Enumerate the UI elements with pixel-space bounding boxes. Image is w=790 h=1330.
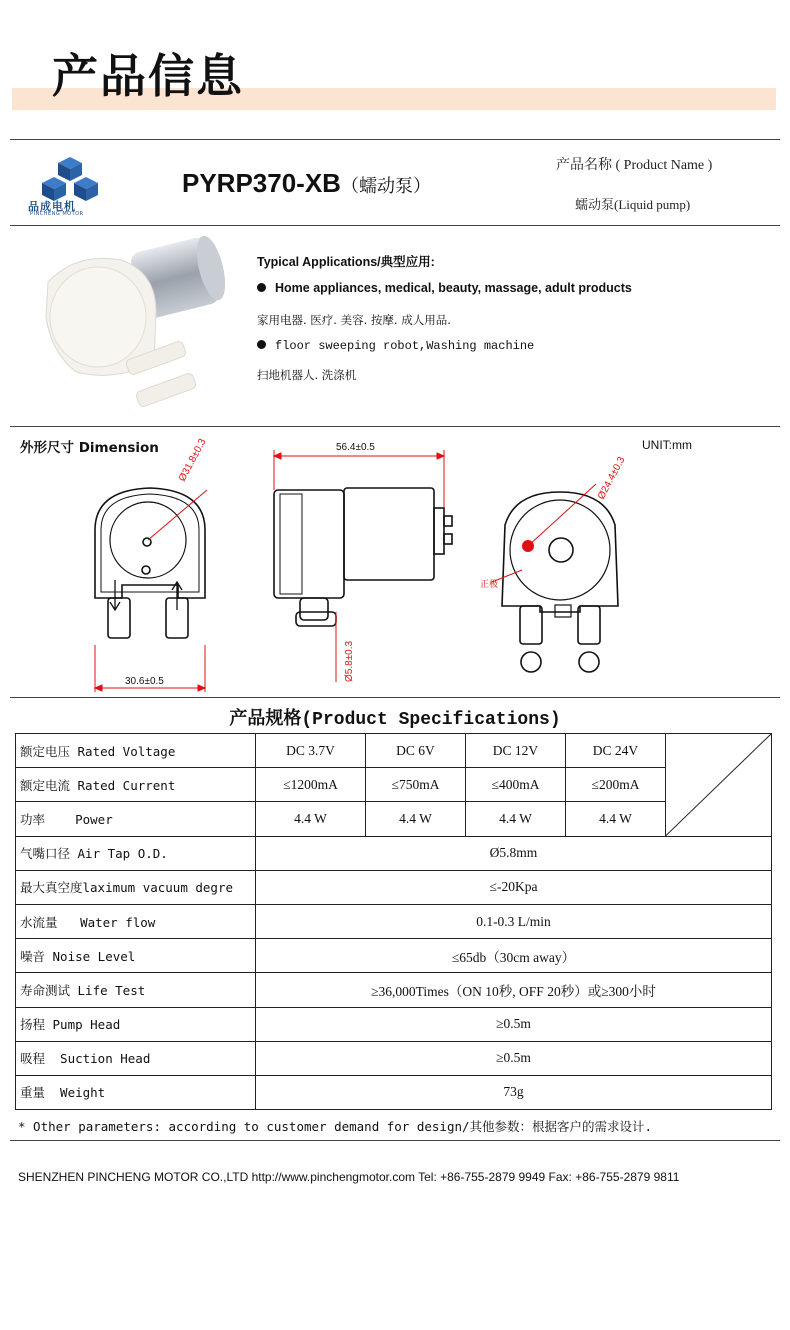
spec-value: 4.4 W [366,802,466,836]
dim-width-bottom: 30.6±0.5 [125,676,164,687]
spec-value: 4.4 W [566,802,666,836]
spec-value: DC 6V [366,734,466,768]
spec-value: 0.1-0.3 L/min [256,904,772,938]
spec-value: Ø5.8mm [256,836,772,870]
table-row [16,734,772,768]
divider [10,1140,780,1141]
bullet-icon [257,283,266,292]
brand-sub: PINCHENG MOTOR [30,211,84,217]
table-row [16,768,772,802]
pump-photo [36,232,236,412]
divider [10,697,780,698]
footnote: * Other parameters: according to customer demand for design/其他参数：根据客户的需求设计. [18,1119,653,1134]
spec-label: 气嘴口径 Air Tap O.D. [16,836,256,870]
spec-label: 重量 Weight [16,1075,256,1109]
table-row [16,1075,772,1109]
spec-value: ≤750mA [366,768,466,802]
spec-value: ≥0.5m [256,1007,772,1041]
application-item-cn: 家用电器. 医疗. 美容. 按摩. 成人用品. [257,313,451,327]
spec-value: ≤200mA [566,768,666,802]
spec-value: ≤-20Kpa [256,870,772,904]
diagonal-cell [666,734,772,837]
spec-value: 4.4 W [256,802,366,836]
product-model-cn: （蠕动泵） [340,176,431,196]
spec-label: 功率 Power [16,802,256,836]
unit-label: UNIT:mm [642,438,692,452]
spec-value: ≤65db（30cm away） [256,939,772,973]
dimension-title: 外形尺寸 Dimension [20,440,159,456]
spec-value: DC 3.7V [256,734,366,768]
dim-motor-diameter: Ø24.4±0.3 [595,455,628,502]
company-footer: SHENZHEN PINCHENG MOTOR CO.,LTD http://www.pinchengmotor.com Tel: +86-755-2879 9949 Fax: +86-755-2879 9811 [18,1170,680,1184]
product-name-value: 蠕动泵(Liquid pump) [575,197,691,212]
spec-label: 寿命测试 Life Test [16,973,256,1007]
spec-value: ≥0.5m [256,1041,772,1075]
application-item: floor sweeping robot,Washing machine [257,339,534,353]
product-model: PYRP370-XB（蠕动泵） [182,168,431,198]
bullet-icon [257,340,266,349]
spec-label: 额定电流 Rated Current [16,768,256,802]
spec-label: 吸程 Suction Head [16,1041,256,1075]
applications-title: Typical Applications/典型应用: [257,255,435,269]
dim-tube-od: Ø5.8±0.3 [344,640,355,682]
spec-label: 额定电压 Rated Voltage [16,734,256,768]
divider [10,139,780,140]
spec-label: 扬程 Pump Head [16,1007,256,1041]
spec-label: 最大真空度laximum vacuum degre [16,870,256,904]
application-item: Home appliances, medical, beauty, massage, adult products [257,281,632,295]
spec-value: 73g [256,1075,772,1109]
divider [10,426,780,427]
spec-label: 水流量 Water flow [16,904,256,938]
spec-title: 产品规格(Product Specifications) [229,708,561,730]
table-row [16,904,772,938]
spec-value: 4.4 W [466,802,566,836]
spec-value: DC 12V [466,734,566,768]
table-row [16,973,772,1007]
dim-outer-diameter: Ø31.8±0.3 [176,437,209,484]
table-row [16,836,772,870]
spec-value: ≤400mA [466,768,566,802]
spec-table [15,733,772,1110]
table-row [16,1041,772,1075]
spec-value: DC 24V [566,734,666,768]
brand-name: 品成电机 [28,200,76,213]
divider [10,225,780,226]
page-title: 产品信息 [52,49,244,103]
table-row [16,939,772,973]
positive-label: 正极 [480,579,499,589]
spec-value: ≥36,000Times（ON 10秒, OFF 20秒）或≥300小时 [256,973,772,1007]
dimension-drawing [0,430,790,700]
application-item-cn: 扫地机器人. 洗涤机 [257,368,357,382]
table-row [16,802,772,836]
spec-value: ≤1200mA [256,768,366,802]
dim-length-top: 56.4±0.5 [336,442,375,453]
spec-label: 噪音 Noise Level [16,939,256,973]
product-name-label: 产品名称 ( Product Name ) [556,158,713,173]
table-row [16,1007,772,1041]
table-row [16,870,772,904]
